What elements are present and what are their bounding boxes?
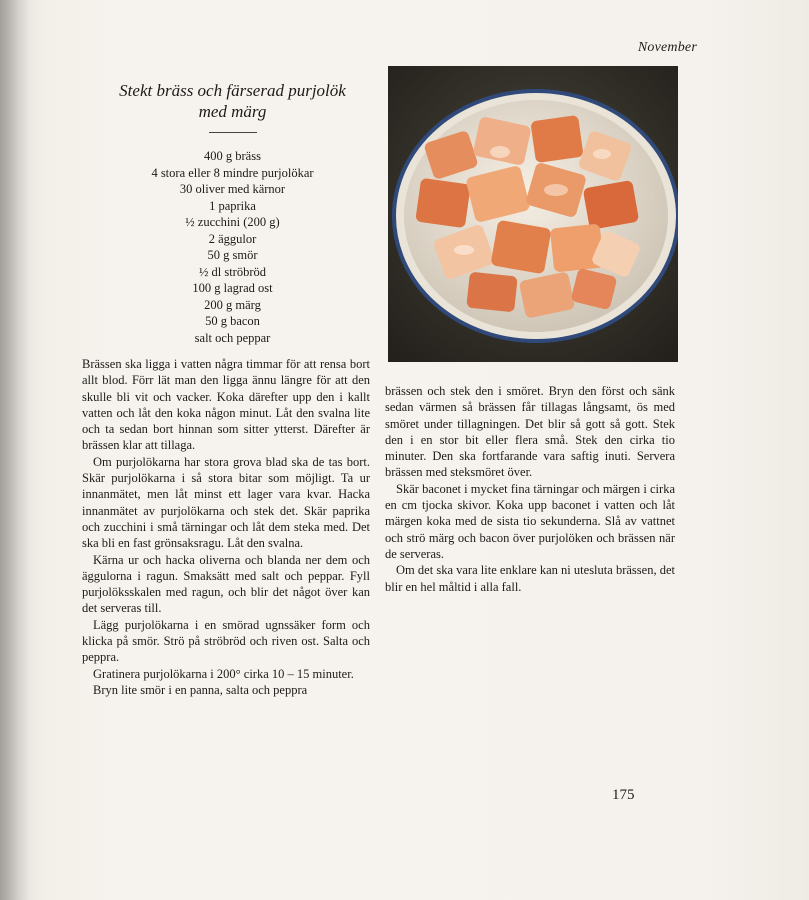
bowl-illustration <box>388 66 678 362</box>
ingredient-item: 100 g lagrad ost <box>192 281 273 295</box>
recipe-title-line-2: med märg <box>198 102 267 121</box>
ingredient-item: 1 paprika <box>209 198 256 213</box>
ingredient-item: 200 g märg <box>204 297 261 312</box>
ingredient-item: 50 g bacon <box>205 314 260 328</box>
body-text-right-column <box>385 383 675 595</box>
ingredient-item: 2 äggulor <box>208 231 257 246</box>
food-photo <box>388 66 678 362</box>
paragraph: Brässen ska ligga i vatten några timmar för att rensa bort allt blod. Förr lät man den ligga ännu längre för att den skulle bli vit och vacker. Koka därefter upp den i kallt vatten och låt den koka någon minut. Låt den svalna lite och ta sedan bort hinnan som sitter ytterst. Därefter är brässen klar att tillaga. <box>82 357 370 453</box>
ingredient-item: 30 oliver med kärnor <box>179 182 286 196</box>
ingredient-list <box>100 148 365 346</box>
page-number: 175 <box>612 787 635 803</box>
paragraph: Om det ska vara lite enklare kan ni utesluta brässen, det blir en hel måltid i alla fall. <box>385 563 675 594</box>
paragraph: Om purjolökarna har stora grova blad ska de tas bort. Skär purjolökarna i så stora bitar som möjligt. Ta ur innanmätet, men låt minst ett lager vara kvar. Hacka innanmätet av purjolökarna och stek det. Skär paprika och zucchini i små tärningar och låt dem steka med. Det ska bli en fast grönsaksragu. Låt den svalna. <box>82 454 370 551</box>
paragraph: Kärna ur och hacka oliverna och blanda ner dem och äggulorna i ragun. Smaksätt med salt och peppar. Fyll purjolöksskalen med ragun, och blir det något över kan det serveras till. <box>82 552 370 616</box>
paragraph: Lägg purjolökarna i en smörad ugnssäker form och klicka på smör. Strö på ströbröd och riven ost. Salta och peppra. <box>82 617 370 665</box>
ingredient-item: 50 g smör <box>207 248 258 262</box>
recipe-title <box>100 80 365 122</box>
running-head: November <box>637 40 697 55</box>
recipe-title-line-1: Stekt bräss och färserad purjolök <box>119 81 346 100</box>
title-divider <box>209 132 257 133</box>
ingredient-item: ½ dl ströbröd <box>198 264 266 279</box>
paragraph: Skär baconet i mycket fina tärningar och märgen i cirka en cm tjocka skivor. Koka upp baconet i vatten och låt märgen koka med de sista tio sekunderna. Slå av vattnet och strö märg och bacon över purjolöken och brässen när de serveras. <box>385 481 675 561</box>
paragraph: brässen och stek den i smöret. Bryn den först och sänk sedan värmen så brässen får tillagas långsamt, ös med smöret under tillagningen. Det blir så gott så gott. Stek den i en stor bit eller flera små. Stek den cirka tio minuter. Den ska fortfarande vara saftig inuti. Servera brässen med steksmöret över. <box>385 384 675 480</box>
paragraph: Bryn lite smör i en panna, salta och peppra <box>93 682 308 697</box>
ingredient-item: 400 g bräss <box>204 149 261 163</box>
ingredient-item: salt och peppar <box>194 330 271 345</box>
paragraph: Gratinera purjolökarna i 200° cirka 10 – 15 minuter. <box>93 666 354 681</box>
ingredient-item: 4 stora eller 8 mindre purjolökar <box>151 165 314 180</box>
gutter-shadow <box>0 0 30 900</box>
ingredient-item: ½ zucchini (200 g) <box>185 215 280 229</box>
body-text-left-column <box>82 356 370 698</box>
